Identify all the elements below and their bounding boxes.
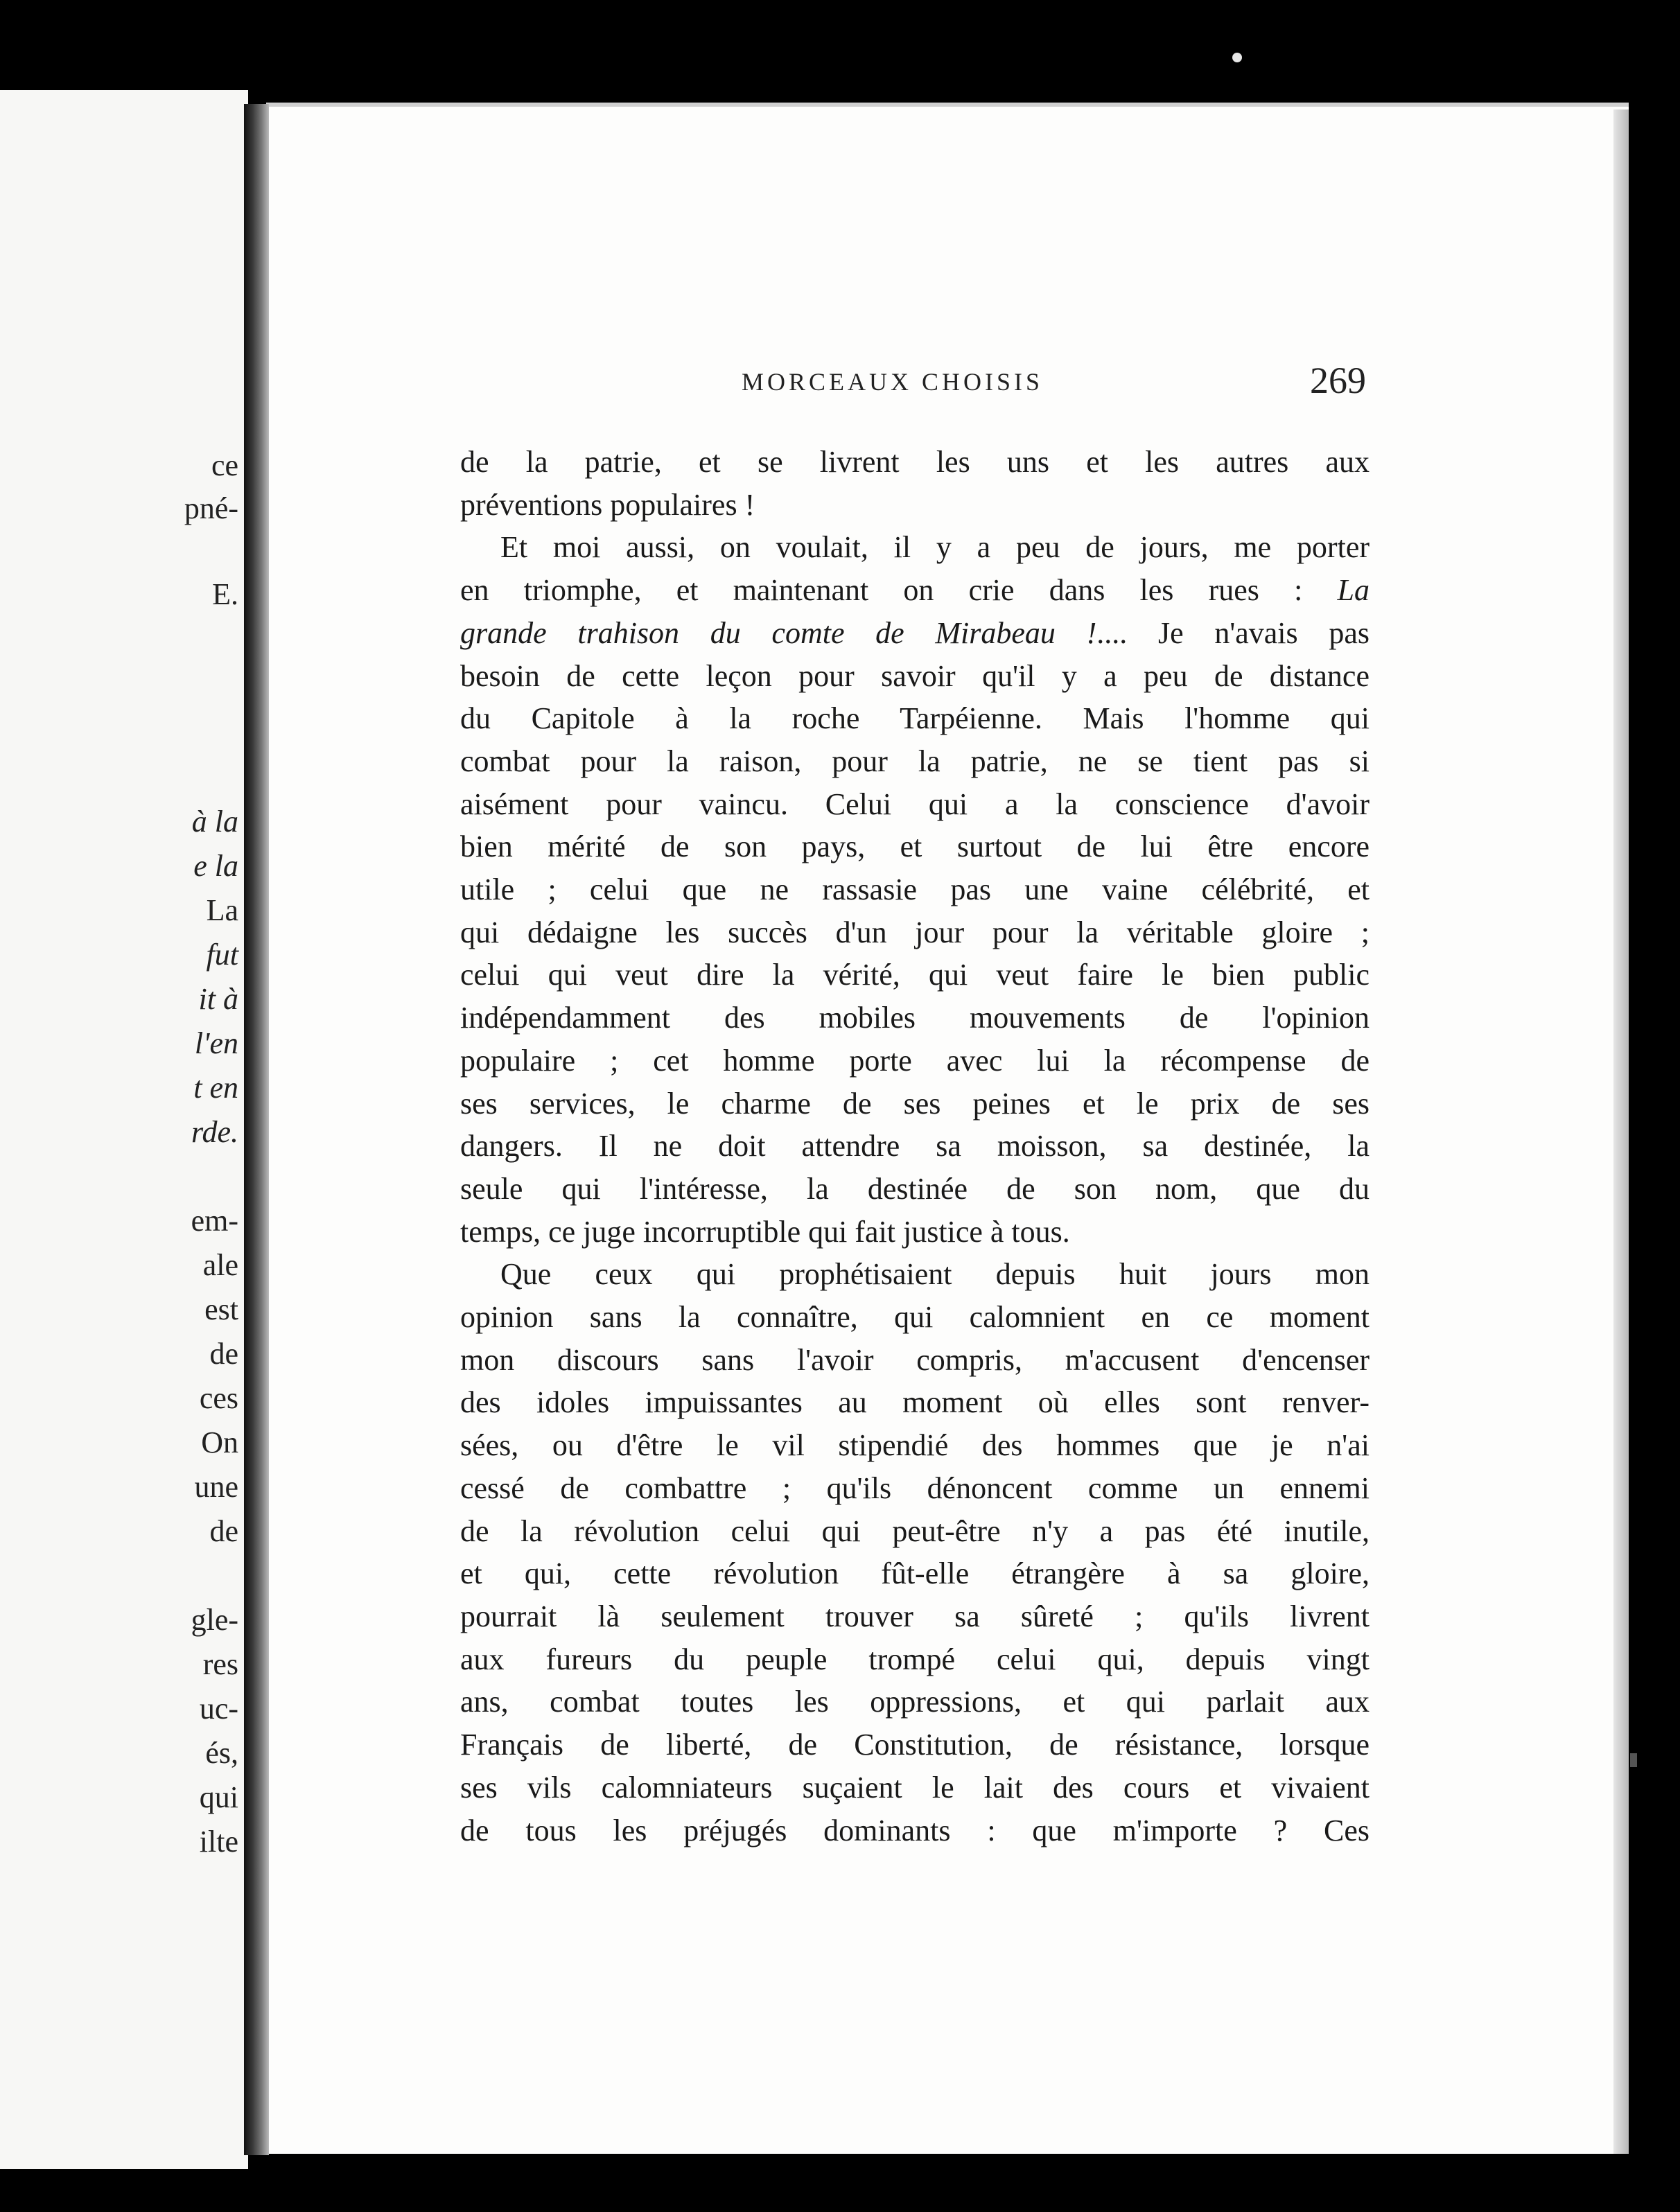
left-page-line: de <box>209 1514 238 1548</box>
body-line: cessé de combattre ; qu'ils dénoncent comme un ennemi <box>460 1471 1370 1505</box>
left-page-line: rde. <box>191 1115 238 1149</box>
body-line: aisément pour vaincu. Celui qui a la conscience d'avoir <box>460 787 1370 821</box>
body-line: bien mérité de son pays, et surtout de lui être encore <box>460 830 1370 864</box>
left-page-line: t en <box>193 1071 238 1105</box>
body-line: besoin de cette leçon pour savoir qu'il y a peu de distance <box>460 658 1370 693</box>
body-line: celui qui veut dire la vérité, qui veut faire le bien public <box>460 958 1370 992</box>
body-line: Et moi aussi, on voulait, il y a peu de jours, me porter <box>500 530 1370 565</box>
left-page-line: est <box>204 1292 238 1326</box>
left-page-line: à la <box>191 805 238 839</box>
body-line: du Capitole à la roche Tarpéienne. Mais l'homme qui <box>460 701 1370 736</box>
left-page-line: res <box>202 1647 238 1681</box>
body-line: seule qui l'intéresse, la destinée de son nom, que du <box>460 1171 1370 1206</box>
body-line: dangers. Il ne doit attendre sa moisson, sa destinée, la <box>460 1129 1370 1164</box>
body-line: mon discours sans l'avoir compris, m'accusent d'encenser <box>460 1342 1370 1377</box>
body-line: pourrait là seulement trouver sa sûreté ; qu'ils livrent <box>460 1599 1370 1633</box>
body-text <box>460 441 1370 1852</box>
running-head: MORCEAUX CHOISIS <box>742 368 1044 396</box>
left-page-line: E. <box>212 577 238 611</box>
body-line: préventions populaires ! <box>460 487 755 522</box>
body-line: combat pour la raison, pour la patrie, ne se tient pas si <box>460 744 1370 778</box>
left-page-line: em- <box>191 1204 238 1238</box>
body-line: de la révolution celui qui peut-être n'y a pas été inutile, <box>460 1513 1370 1548</box>
body-line: aux fureurs du peuple trompé celui qui, depuis vingt <box>460 1642 1370 1676</box>
left-page-line: it à <box>198 982 238 1016</box>
body-line: utile ; celui que ne rassasie pas une vaine célébrité, et <box>460 872 1370 907</box>
page-number: 269 <box>1310 360 1366 401</box>
body-line: en triomphe, et maintenant on crie dans les rues : La <box>460 573 1370 608</box>
body-line: opinion sans la connaître, qui calomnient en ce moment <box>460 1300 1370 1335</box>
body-line: populaire ; cet homme porte avec lui la récompense de <box>460 1043 1370 1078</box>
left-page-line: e la <box>193 849 238 883</box>
body-line: qui dédaigne les succès d'un jour pour la véritable gloire ; <box>460 915 1370 949</box>
left-page-line: On <box>201 1425 238 1459</box>
body-line: sées, ou d'être le vil stipendié des hommes que je n'ai <box>460 1428 1370 1463</box>
left-page-line: qui <box>199 1780 238 1814</box>
scan-dust-dot <box>1232 53 1242 62</box>
left-page-line: gle- <box>191 1603 238 1637</box>
body-line: et qui, cette révolution fût-elle étrangère à sa gloire, <box>460 1556 1370 1591</box>
body-line: de la patrie, et se livrent les uns et les autres aux <box>460 445 1370 479</box>
body-line: ses vils calomniateurs suçaient le lait des cours et vivaient <box>460 1770 1370 1805</box>
scan-edge-mark <box>1630 1753 1637 1767</box>
left-page-fragment <box>0 90 248 2169</box>
body-line: de tous les préjugés dominants : que m'importe ? Ces <box>460 1813 1370 1847</box>
left-page-line: és, <box>205 1736 238 1770</box>
body-line: ses services, le charme de ses peines et le prix de ses <box>460 1086 1370 1121</box>
body-line: des idoles impuissantes au moment où elles sont renver- <box>460 1385 1370 1420</box>
left-page-line: La <box>206 893 238 927</box>
body-line: grande trahison du comte de Mirabeau !.... Je n'avais pas <box>460 615 1370 650</box>
left-page-line: ale <box>202 1248 238 1282</box>
left-page-line: pné- <box>184 491 238 525</box>
left-page-line: ce <box>211 448 238 482</box>
left-page-line: fut <box>206 938 238 972</box>
left-page-line: ilte <box>199 1825 238 1859</box>
body-line: temps, ce juge incorruptible qui fait justice à tous. <box>460 1214 1070 1249</box>
book-gutter <box>244 104 269 2155</box>
left-page-line: l'en <box>194 1026 238 1060</box>
left-page-line: de <box>209 1337 238 1371</box>
page-right-edge <box>1613 109 1629 2154</box>
left-page-line: une <box>194 1470 238 1504</box>
left-page-line: ces <box>199 1381 238 1415</box>
body-line: indépendamment des mobiles mouvements de l'opinion <box>460 1001 1370 1035</box>
body-line: Que ceux qui prophétisaient depuis huit jours mon <box>500 1257 1370 1292</box>
body-line: ans, combat toutes les oppressions, et qui parlait aux <box>460 1685 1370 1719</box>
body-line: Français de liberté, de Constitution, de résistance, lorsque <box>460 1728 1370 1762</box>
left-page-line: uc- <box>199 1692 238 1726</box>
page-top-edge <box>266 103 1629 107</box>
